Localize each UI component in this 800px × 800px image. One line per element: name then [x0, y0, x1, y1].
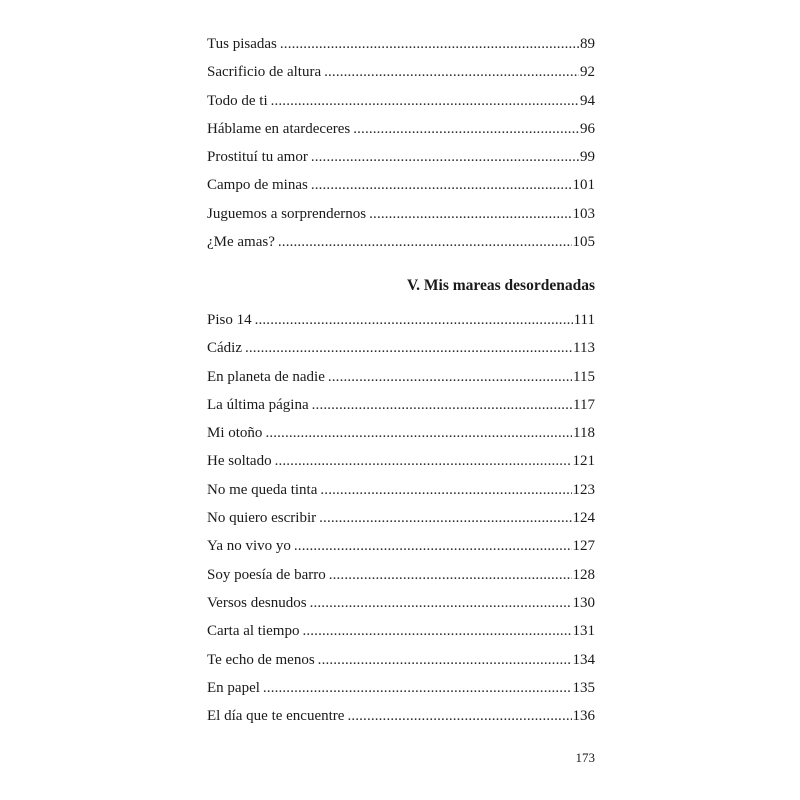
toc-entry — [207, 476, 595, 504]
toc-entry-title: Sacrificio de altura — [207, 64, 322, 81]
dot-leader — [294, 532, 572, 560]
dot-leader — [280, 30, 579, 58]
toc-entry-page: 127 — [572, 538, 595, 555]
toc-entry-title: Soy poesía de barro — [207, 566, 326, 583]
toc-entry-page: 124 — [572, 510, 595, 527]
toc-entry-title: Juguemos a sorprendernos — [207, 205, 367, 222]
toc-entry — [207, 532, 595, 560]
dot-leader — [245, 334, 572, 362]
toc-entry-page: 118 — [573, 425, 595, 442]
toc-entry-page: 130 — [572, 594, 595, 611]
toc-entry-page: 117 — [573, 396, 595, 413]
dot-leader — [255, 306, 573, 334]
toc-entry — [207, 617, 595, 645]
section-heading: V. Mis mareas desordenadas — [406, 277, 595, 294]
toc-entry — [207, 419, 595, 447]
toc-entry — [207, 143, 595, 171]
dot-leader — [265, 419, 572, 447]
toc-entry-page: 105 — [572, 234, 595, 251]
toc-entry-title: He soltado — [207, 453, 272, 470]
toc-entry — [207, 115, 595, 143]
toc-entry-title: No me queda tinta — [207, 481, 318, 498]
dot-leader — [275, 447, 572, 475]
toc-entry — [207, 589, 595, 617]
toc-entry-page: 92 — [580, 64, 595, 81]
toc-entry-title: El día que te encuentre — [207, 708, 345, 725]
page-number: 173 — [575, 750, 595, 765]
dot-leader — [310, 589, 572, 617]
toc-entry-title: Piso 14 — [207, 312, 252, 328]
toc-entry-title: Háblame en atardeceres — [207, 120, 351, 137]
toc-entry — [207, 504, 595, 532]
toc-entry-page: 128 — [572, 566, 595, 583]
toc-entry — [207, 171, 595, 199]
dot-leader — [319, 504, 571, 532]
toc-entry — [207, 228, 595, 256]
toc-entry — [207, 561, 595, 589]
toc-entry-title: Todo de ti — [207, 92, 268, 109]
toc-entry-page: 99 — [580, 149, 595, 166]
toc-entry-title: Prostituí tu amor — [207, 149, 308, 166]
toc-entry-page: 131 — [572, 623, 595, 640]
dot-leader — [311, 171, 572, 199]
toc-entry — [207, 363, 595, 391]
toc-entry — [207, 306, 595, 334]
dot-leader — [302, 617, 571, 645]
toc-entry — [207, 200, 595, 228]
toc-entry — [207, 87, 595, 115]
toc-entry-title: Ya no vivo yo — [207, 538, 291, 555]
toc-entry — [207, 334, 595, 362]
toc-entry — [207, 702, 595, 730]
toc-entry-title: En papel — [207, 679, 260, 696]
toc-entry — [207, 674, 595, 702]
dot-leader — [312, 391, 572, 419]
dot-leader — [271, 87, 579, 115]
toc-entry-page: 134 — [572, 651, 595, 668]
dot-leader — [318, 646, 572, 674]
toc-entry-title: Carta al tiempo — [207, 623, 300, 640]
toc-entry-page: 94 — [580, 92, 595, 109]
dot-leader — [324, 58, 579, 86]
dot-leader — [353, 115, 579, 143]
dot-leader — [263, 674, 572, 702]
toc-entry-page: 135 — [572, 679, 595, 696]
toc-entry-page: 136 — [572, 708, 595, 725]
toc-entry-title: En planeta de nadie — [207, 368, 325, 385]
toc-entry — [207, 391, 595, 419]
toc-entry — [207, 447, 595, 475]
dot-leader — [320, 476, 571, 504]
toc-entry-page: 103 — [572, 205, 595, 222]
toc-entry-page: 123 — [572, 481, 595, 498]
dot-leader — [278, 228, 572, 256]
toc-entry-title: Cádiz — [207, 340, 242, 357]
toc-entry-title: Versos desnudos — [207, 594, 307, 611]
toc-entry-page: 121 — [572, 453, 595, 470]
dot-leader — [329, 561, 572, 589]
toc-entry-title: Mi otoño — [207, 425, 263, 442]
toc-entry-title: No quiero escribir — [207, 510, 317, 527]
toc-entry-title: Campo de minas — [207, 177, 308, 194]
toc-entry-page: 115 — [573, 368, 595, 385]
dot-leader — [311, 143, 579, 171]
toc-entry-title: La última página — [207, 396, 309, 413]
toc-entry — [207, 58, 595, 86]
toc-entry-title: Te echo de menos — [207, 651, 315, 668]
toc-list-part1 — [207, 30, 595, 256]
dot-leader — [369, 200, 571, 228]
toc-entry — [207, 30, 595, 58]
toc-entry-page: 96 — [580, 120, 595, 137]
toc-entry-page: 101 — [572, 177, 595, 194]
toc-entry — [207, 646, 595, 674]
toc-entry-page: 113 — [573, 340, 595, 357]
toc-entry-page: 89 — [580, 36, 595, 52]
dot-leader — [347, 702, 571, 730]
toc-list-part2 — [207, 306, 595, 730]
toc-entry-title: ¿Me amas? — [207, 234, 275, 251]
toc-entry-page: 111 — [573, 312, 595, 328]
dot-leader — [328, 363, 572, 391]
toc-entry-title: Tus pisadas — [207, 36, 277, 52]
